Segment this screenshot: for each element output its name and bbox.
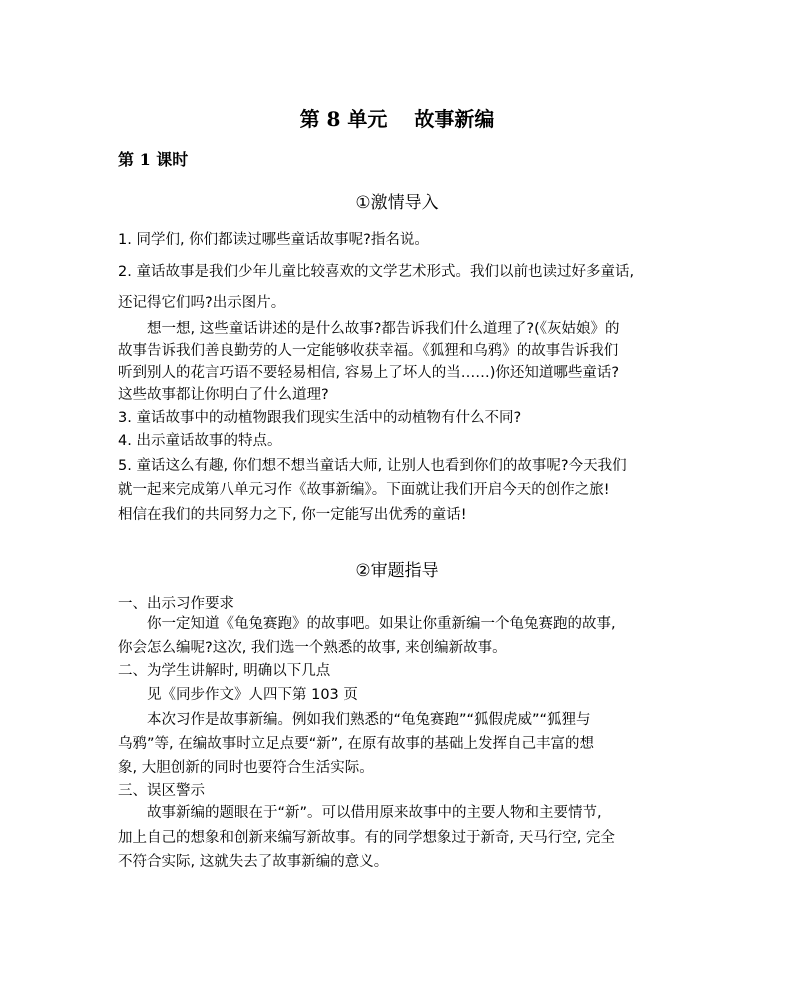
- paragraph-line: 你会怎么编呢?这次, 我们选一个熟悉的故事, 来创编新故事。: [118, 640, 507, 656]
- paragraph-line: 2. 童话故事是我们少年儿童比较喜欢的文学艺术形式。我们以前也读过好多童话,: [118, 264, 635, 280]
- paragraph-line: 1. 同学们, 你们都读过哪些童话故事呢?指名说。: [118, 232, 429, 248]
- paragraph-line: 加上自己的想象和创新来编写新故事。有的同学想象过于新奇, 天马行空, 完全: [118, 830, 615, 846]
- paragraph-line: 5. 童话这么有趣, 你们想不想当童话大师, 让别人也看到你们的故事呢?今天我们: [118, 458, 627, 474]
- paragraph-line: 想一想, 这些童话讲述的是什么故事?都告诉我们什么道理了?(《灰姑娘》的: [118, 321, 620, 337]
- paragraph-line: 见《同步作文》人四下第 103 页: [118, 687, 358, 703]
- paragraph-line: 一、出示习作要求: [118, 596, 234, 612]
- paragraph-line: 故事新编的题眼在于“新”。可以借用原来故事中的主要人物和主要情节,: [118, 805, 602, 821]
- paragraph-line: 二、为学生讲解时, 明确以下几点: [118, 663, 331, 679]
- paragraph-line: 相信在我们的共同努力之下, 你一定能写出优秀的童话!: [118, 507, 467, 523]
- paragraph-line: 本次习作是故事新编。例如我们熟悉的“龟兔赛跑”“狐假虎威”“狐狸与: [118, 712, 591, 728]
- paragraph-line: 不符合实际, 这就失去了故事新编的意义。: [118, 854, 389, 870]
- paragraph-line: 故事告诉我们善良勤劳的人一定能够收获幸福。《狐狸和乌鸦》的故事告诉我们: [118, 343, 619, 359]
- paragraph-line: 还记得它们吗?出示图片。: [118, 295, 286, 311]
- paragraph-line: 乌鸦”等, 在编故事时立足点要“新”, 在原有故事的基础上发挥自己丰富的想: [118, 736, 594, 752]
- section-heading-intro: ①激情导入: [355, 193, 439, 213]
- paragraph-line: 这些故事都让你明白了什么道理?: [118, 387, 329, 403]
- paragraph-line: 4. 出示童话故事的特点。: [118, 433, 282, 449]
- paragraph-line: 听到别人的花言巧语不要轻易相信, 容易上了坏人的当……)你还知道哪些童话?: [118, 365, 620, 381]
- paragraph-line: 3. 童话故事中的动植物跟我们现实生活中的动植物有什么不同?: [118, 410, 522, 426]
- paragraph-line: 象, 大胆创新的同时也要符合生活实际。: [118, 760, 374, 776]
- lesson-heading: 第 1 课时: [118, 150, 189, 169]
- paragraph-line: 你一定知道《龟兔赛跑》的故事吧。如果让你重新编一个龟兔赛跑的故事,: [118, 616, 616, 632]
- paragraph-line: 三、误区警示: [118, 783, 205, 799]
- section-heading-guidance: ②审题指导: [355, 561, 439, 581]
- paragraph-line: 就一起来完成第八单元习作《故事新编》。下面就让我们开启今天的创作之旅!: [118, 482, 610, 498]
- unit-title: 第 8 单元 故事新编: [299, 107, 495, 131]
